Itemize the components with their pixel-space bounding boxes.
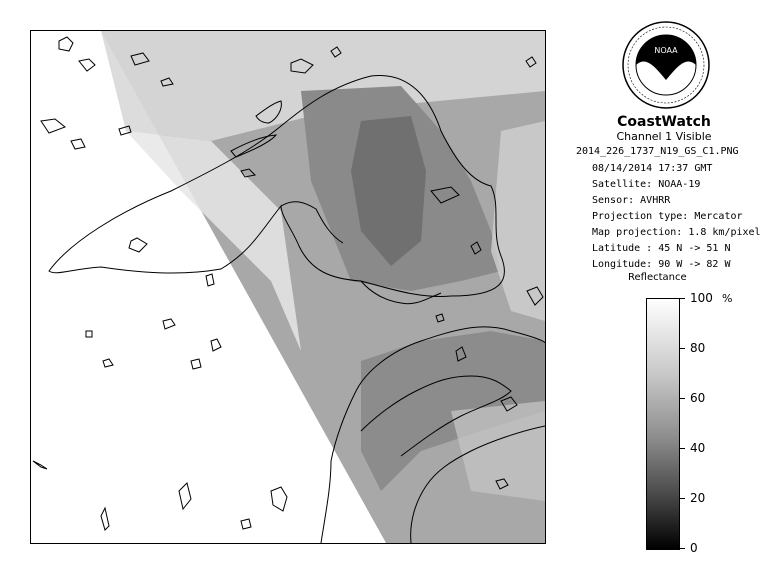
legend-tick xyxy=(679,548,685,549)
longitude-label: Longitude: 90 W -> 82 W xyxy=(592,259,731,270)
projection-type-label: Projection type: Mercator xyxy=(592,211,743,222)
channel-label: Channel 1 Visible xyxy=(616,130,712,143)
date-time-label: 08/14/2014 17:37 GMT xyxy=(592,163,713,174)
lake-huron-west-shore xyxy=(321,461,331,543)
sensor-label: Sensor: AVHRR xyxy=(592,195,671,206)
legend-tick xyxy=(679,448,685,449)
logo-noaa-text: NOAA xyxy=(654,46,678,55)
legend-tick-label: 80 xyxy=(690,341,706,355)
legend-tick xyxy=(679,398,685,399)
legend-tick xyxy=(679,348,685,349)
legend-tick-label: 40 xyxy=(690,441,706,455)
noaa-logo xyxy=(621,20,711,110)
legend-tick-label: 20 xyxy=(690,491,706,505)
satellite-image-map[interactable] xyxy=(30,30,546,544)
legend-tick xyxy=(679,298,685,299)
latitude-label: Latitude : 45 N -> 51 N xyxy=(592,243,731,254)
legend-tick-label: 60 xyxy=(690,391,706,405)
legend-tick-label: 100 xyxy=(690,291,713,305)
filename-label: 2014_226_1737_N19_GS_C1.PNG xyxy=(576,146,739,157)
reflectance-colorbar xyxy=(646,298,680,550)
legend-tick xyxy=(679,498,685,499)
satellite-label: Satellite: NOAA-19 xyxy=(592,179,701,190)
legend-title: Reflectance xyxy=(628,272,687,283)
map-svg xyxy=(31,31,545,543)
legend-unit: % xyxy=(722,292,733,305)
map-projection-label: Map projection: 1.8 km/pixel xyxy=(592,227,761,238)
noaa-seal-icon xyxy=(621,20,711,110)
product-title: CoastWatch xyxy=(617,114,711,130)
legend-tick-label: 0 xyxy=(690,541,698,555)
